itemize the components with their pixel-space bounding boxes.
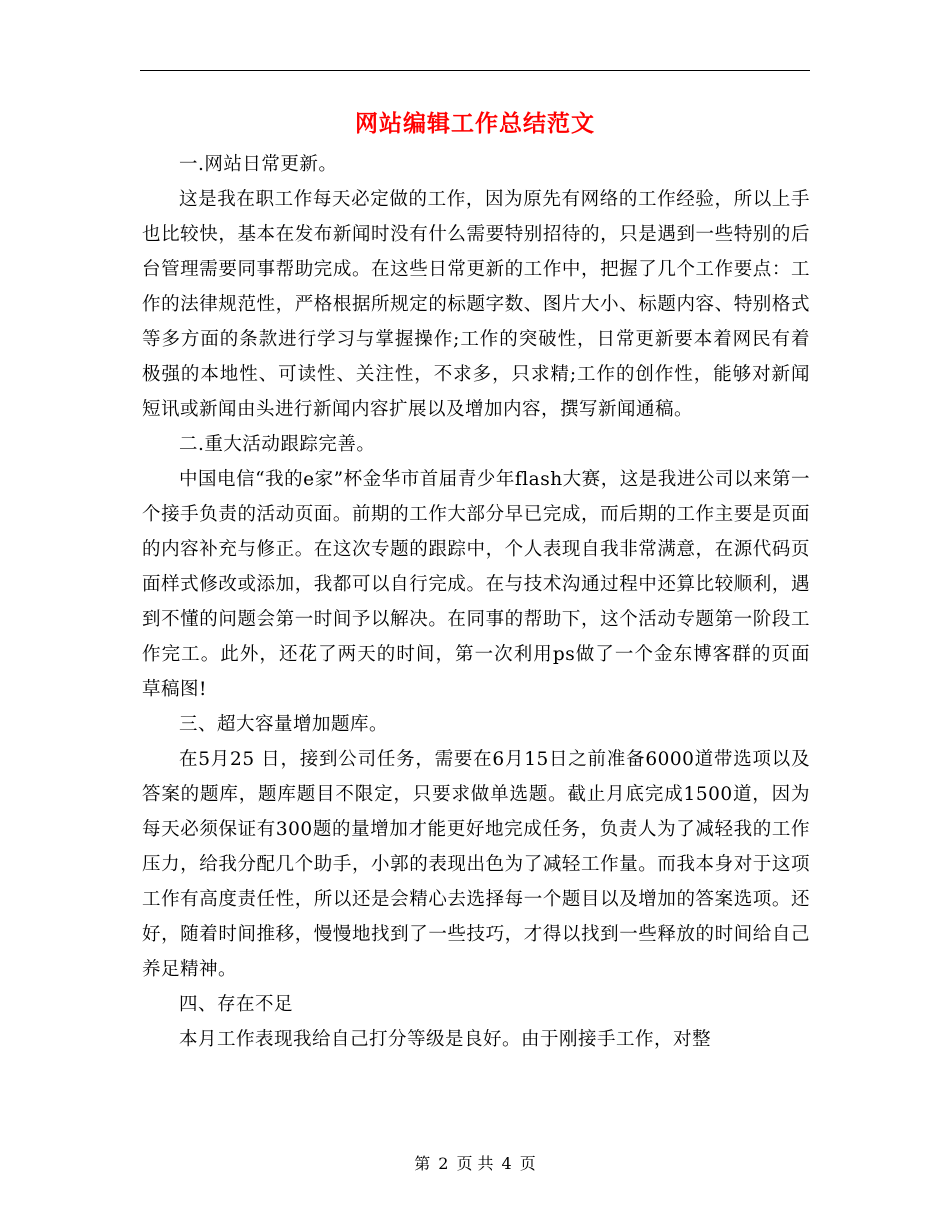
section-heading-3: 三、超大容量增加题库。 (179, 714, 389, 735)
footer-mid: 页 共 (456, 1154, 494, 1173)
footer-page-current: 2 (438, 1154, 449, 1173)
footer-suffix: 页 (519, 1154, 536, 1173)
document-body (142, 147, 810, 1057)
section-heading-4: 四、存在不足 (179, 994, 294, 1015)
footer-prefix: 第 (414, 1154, 431, 1173)
section-heading-1: 一.网站日常更新。 (179, 154, 338, 175)
page-footer (0, 1152, 950, 1176)
footer-page-total: 4 (501, 1154, 512, 1173)
header-rule (140, 70, 810, 71)
section-paragraph-4: 本月工作表现我给自己打分等级是良好。由于刚接手工作，对整 (179, 1029, 712, 1050)
section-paragraph-1: 这是我在职工作每天必定做的工作，因为原先有网络的工作经验，所以上手也比较快，基本在发布新闻时没有什么需要特别招待的，只是遇到一些特别的后台管理需要同事帮助完成。在这些日常更新的工作中，把握了几个工作要点：工作的法律规范性，严格根据所规定的标题字数、图片大小、标题内容、特别格式等多方面的条款进行学习与掌握操作;工作的突破性，日常更新要本着网民有着极强的本地性、可读性、关注性，不求多，只求精;工作的创作性，能够对新闻短讯或新闻由头进行新闻内容扩展以及增加内容，撰写新闻通稿。 (142, 189, 810, 420)
section-paragraph-3: 在5月25 日，接到公司任务，需要在6月15日之前准备6000道带选项以及答案的题库，题库题目不限定，只要求做单选题。截止月底完成1500道，因为每天必须保证有300题的量增加才能更好地完成任务，负责人为了减轻我的工作压力，给我分配几个助手，小郭的表现出色为了减轻工作量。而我本身对于这项工作有高度责任性，所以还是会精心去选择每一个题目以及增加的答案选项。还好，随着时间推移，慢慢地找到了一些技巧，才得以找到一些释放的时间给自己养足精神。 (142, 749, 810, 980)
section-paragraph-2: 中国电信“我的e家”杯金华市首届青少年flash大赛，这是我进公司以来第一个接手负责的活动页面。前期的工作大部分早已完成，而后期的工作主要是页面的内容补充与修正。在这次专题的跟踪中，个人表现自我非常满意，在源代码页面样式修改或添加，我都可以自行完成。在与技术沟通过程中还算比较顺利，遇到不懂的问题会第一时间予以解决。在同事的帮助下，这个活动专题第一阶段工作完工。此外，还花了两天的时间，第一次利用ps做了一个金东博客群的页面草稿图! (142, 469, 810, 700)
section-heading-2: 二.重大活动跟踪完善。 (179, 434, 376, 455)
document-title: 网站编辑工作总结范文 (355, 110, 595, 137)
